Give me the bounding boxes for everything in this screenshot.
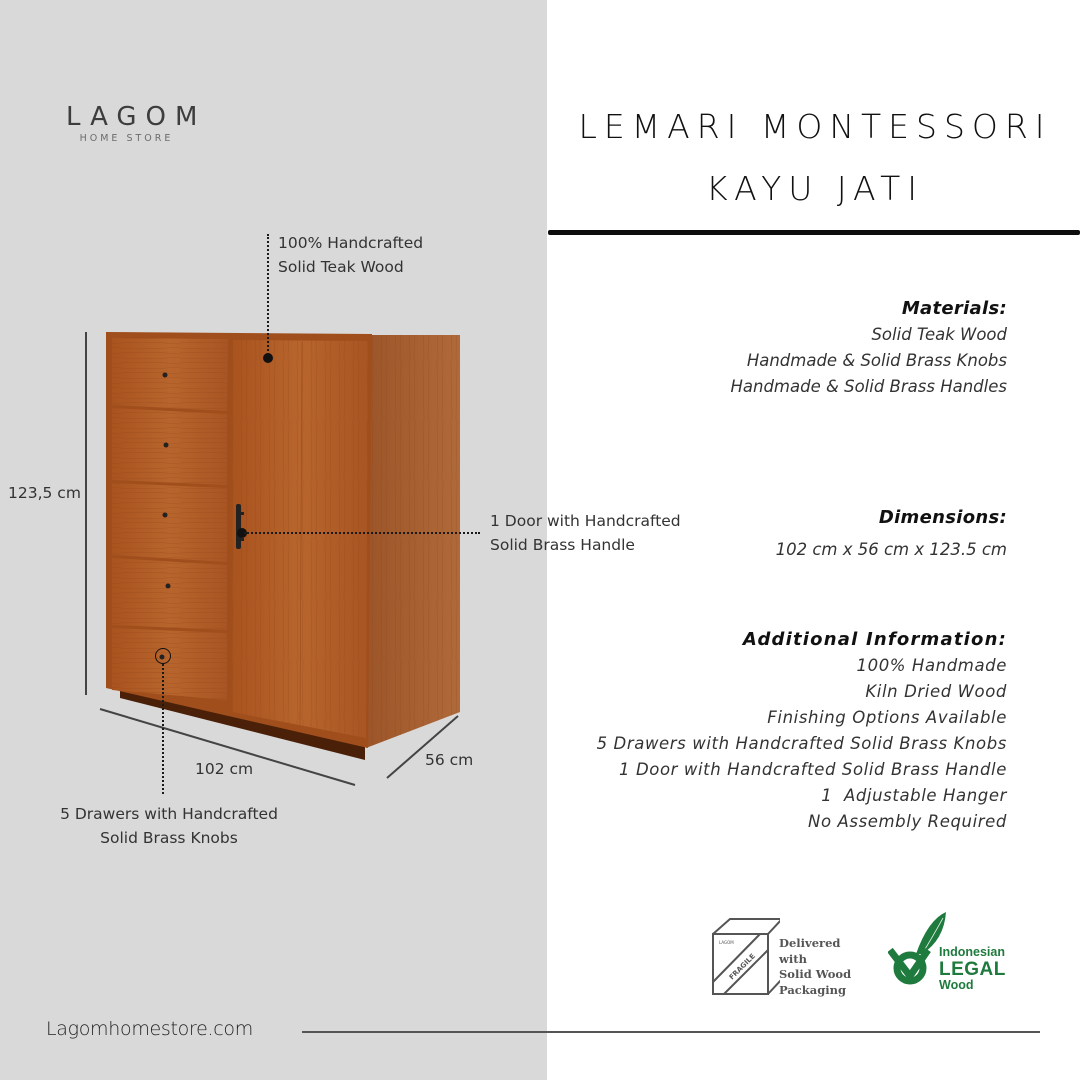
depth-dimension: 56 cm	[425, 751, 474, 769]
materials-item: Handmade & Solid Brass Knobs	[746, 351, 1007, 370]
svg-text:FRAGILE: FRAGILE	[727, 952, 757, 982]
additional-info-item: No Assembly Required	[808, 812, 1007, 831]
wood-callout-dot	[263, 353, 273, 363]
packaging-badge	[710, 914, 870, 998]
materials-item: Handmade & Solid Brass Handles	[730, 377, 1007, 396]
footer-divider	[302, 1031, 1040, 1033]
website-link[interactable]: Lagomhomestore.com	[46, 1018, 253, 1040]
brand-tagline: HOME STORE	[79, 133, 174, 144]
dimensions-heading: Dimensions:	[878, 507, 1007, 528]
drawers	[112, 338, 228, 700]
legal-wood-text: Indonesian LEGAL Wood	[939, 945, 1006, 992]
legal-wood-badge	[888, 910, 1018, 1000]
drawers-callout-line	[162, 664, 164, 794]
brand-name: LAGOM	[66, 102, 207, 132]
wood-callout-line	[267, 234, 269, 358]
door-callout: 1 Door with Handcrafted Solid Brass Handle	[490, 512, 681, 554]
svg-text:LAGOM: LAGOM	[719, 940, 734, 945]
additional-info-item: 5 Drawers with Handcrafted Solid Brass Knobs	[596, 734, 1007, 753]
additional-info-section	[597, 627, 1007, 835]
additional-info-item: 1 Door with Handcrafted Solid Brass Handle	[619, 760, 1007, 779]
additional-info-item: 1 Adjustable Hanger	[821, 786, 1007, 805]
additional-info-item: 100% Handmade	[856, 656, 1007, 675]
materials-item: Solid Teak Wood	[871, 325, 1007, 344]
title-divider	[548, 230, 1080, 235]
dimensions-section	[776, 505, 1007, 563]
additional-info-item: Finishing Options Available	[767, 708, 1007, 727]
product-title	[550, 96, 1080, 220]
additional-info-item: Kiln Dried Wood	[865, 682, 1007, 701]
additional-info-heading: Additional Information:	[742, 629, 1007, 650]
materials-heading: Materials:	[901, 298, 1007, 319]
width-dimension: 102 cm	[195, 760, 254, 778]
dimensions-value: 102 cm x 56 cm x 123.5 cm	[775, 540, 1007, 559]
height-dimension: 123,5 cm	[8, 484, 81, 502]
door	[232, 340, 368, 738]
door-callout-line	[244, 532, 480, 534]
product-title-line2: KAYU JATI	[706, 169, 924, 208]
drawer-knob-highlight	[155, 648, 171, 664]
packaging-text: Delivered with Solid Wood Packaging	[779, 936, 852, 997]
cabinet-illustration	[0, 0, 547, 800]
product-title-line1: LEMARI MONTESSORI	[578, 107, 1052, 146]
wood-callout: 100% Handcrafted Solid Teak Wood	[278, 234, 424, 276]
materials-section	[730, 296, 1007, 400]
drawers-callout: 5 Drawers with Handcrafted Solid Brass Knobs	[60, 805, 278, 847]
fragile-box-icon	[710, 914, 780, 998]
